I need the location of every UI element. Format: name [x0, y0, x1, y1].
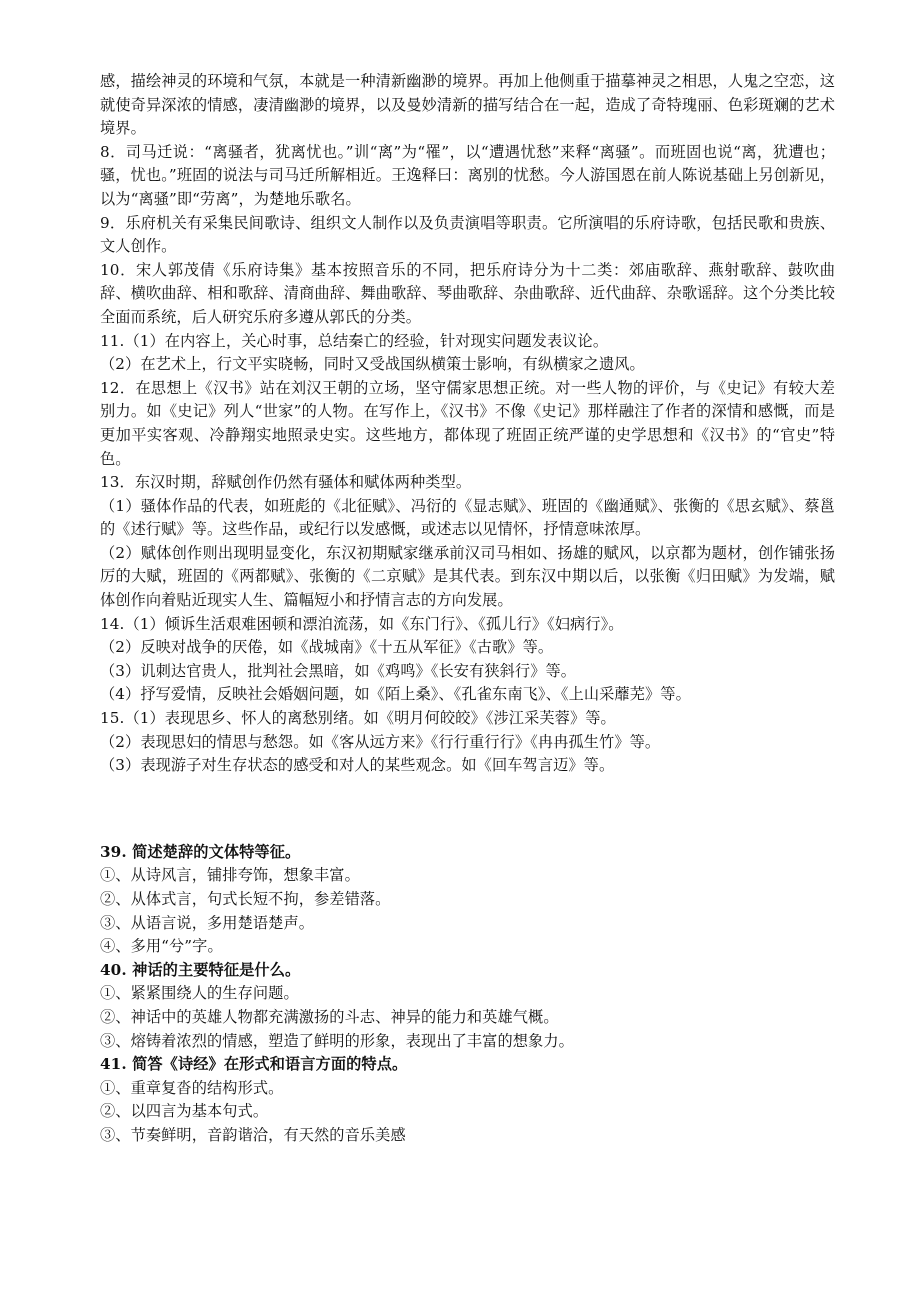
answer-line: ②、神话中的英雄人物都充满激扬的斗志、神异的能力和英雄气概。 [100, 1007, 559, 1026]
paragraph: 9．乐府机关有采集民间歌诗、组织文人制作以及负责演唱等职责。它所演唱的乐府诗歌，包括民歌和贵族、文人创作。 [100, 213, 835, 256]
answer-line: ①、重章复沓的结构形式。 [100, 1078, 284, 1097]
paragraph: （2）在艺术上，行文平实晓畅，同时又受战国纵横策士影响，有纵横家之遗风。 [100, 355, 645, 374]
question-heading: 41. 简答《诗经》在形式和语言方面的特点。 [100, 1055, 408, 1074]
paragraph: 12．在思想上《汉书》站在刘汉王朝的立场，坚守儒家思想正统。对一些人物的评价，与《史记》有较大差别力。如《史记》列人“世家”的人物。在写作上，《汉书》不像《史记》那样融注了作者的深情和感慨，而是更加平实客观、冷静翔实地照录史实。这些地方，都体现了班固正统严谨的史学思想和《汉书》的“官史”特色。 [100, 378, 836, 468]
paragraph: （1）骚体作品的代表，如班彪的《北征赋》、冯衍的《显志赋》、班固的《幽通赋》、张衡的《思玄赋》、蔡邕的《述行赋》等。这些作品，或纪行以发感慨，或述志以见情怀，抒情意味浓厚。 [100, 496, 835, 539]
answer-line: ①、紧紧围绕人的生存问题。 [100, 984, 299, 1003]
paragraph: 8．司马迁说：“离骚者，犹离忧也。”训“离”为“罹”，以“遭遇忧愁”来释“离骚”。而班固也说“离，犹遭也；骚，忧也。”班固的说法与司马迁所解相近。王逸释曰：离别的忧愁。今人游国恩在前人陈说基础上另创新见，以为“离骚”即“劳离”，为楚地乐歌名。 [100, 142, 835, 208]
answer-line: ③、从语言说，多用楚语楚声。 [100, 913, 315, 932]
paragraph: 11.（1）在内容上，关心时事，总结秦亡的经验，针对现实问题发表议论。 [100, 331, 609, 350]
paragraph: （3）表现游子对生存状态的感受和对人的某些观念。如《回车驾言迈》等。 [100, 756, 615, 775]
paragraph: （2）反映对战争的厌倦，如《战城南》《十五从军征》《古歌》等。 [100, 638, 554, 657]
answer-line: ③、节奏鲜明，音韵谐洽，有天然的音乐美感 [100, 1125, 406, 1144]
question-heading: 40. 神话的主要特征是什么。 [100, 960, 301, 979]
paragraph: （3）讥刺达官贵人，批判社会黑暗，如《鸡鸣》《长安有狭斜行》等。 [100, 661, 577, 680]
paragraph: 13．东汉时期，辞赋创作仍然有骚体和赋体两种类型。 [100, 473, 472, 492]
qa-section [100, 841, 835, 1148]
answer-line: ④、多用“兮”字。 [100, 937, 223, 956]
paragraph: （2）赋体创作则出现明显变化，东汉初期赋家继承前汉司马相如、扬雄的赋风，以京都为题材，创作铺张扬厉的大赋，班固的《两都赋》、张衡的《二京赋》是其代表。到东汉中期以后，以张衡《归田赋》为发端，赋体创作向着贴近现实人生、篇幅短小和抒情言志的方向发展。 [100, 543, 835, 610]
paragraph: 15.（1）表现思乡、怀人的离愁别绪。如《明月何皎皎》《涉江采芙蓉》等。 [100, 709, 616, 728]
paragraph: 10．宋人郭茂倩《乐府诗集》基本按照音乐的不同，把乐府诗分为十二类：郊庙歌辞、燕射歌辞、鼓吹曲辞、横吹曲辞、相和歌辞、清商曲辞、舞曲歌辞、琴曲歌辞、杂曲歌辞、近代曲辞、杂歌谣辞。这个分类比较全面而系统，后人研究乐府多遵从郭氏的分类。 [100, 260, 835, 326]
paragraph: 14.（1）倾诉生活艰难困顿和漂泊流荡，如《东门行》、《孤儿行》《妇病行》。 [100, 614, 624, 633]
paragraph: 感，描绘神灵的环境和气氛，本就是一种清新幽渺的境界。再加上他侧重于描摹神灵之相思，人鬼之空恋，这就使奇异深浓的情感，凄清幽渺的境界，以及曼妙清新的描写结合在一起，造成了奇特瑰丽、色彩斑斓的艺术境界。 [100, 72, 835, 138]
answer-line: ②、从体式言，句式长短不拘，参差错落。 [100, 890, 391, 908]
answer-line: ③、熔铸着浓烈的情感，塑造了鲜明的形象，表现出了丰富的想象力。 [100, 1031, 574, 1050]
answer-line: ②、以四言为基本句式。 [100, 1102, 269, 1121]
answer-line: ①、从诗风言，铺排夸饰，想象丰富。 [100, 866, 360, 885]
question-heading: 39. 简述楚辞的文体特等征。 [100, 842, 301, 861]
answers-section [100, 70, 835, 778]
paragraph: （2）表现思妇的情思与愁怨。如《客从远方来》《行行重行行》《冉冉孤生竹》等。 [100, 732, 661, 751]
document-page [100, 70, 835, 1148]
paragraph: （4）抒写爱情，反映社会婚姻问题，如《陌上桑》、《孔雀东南飞》、《上山采蘼芜》等。 [100, 685, 691, 704]
